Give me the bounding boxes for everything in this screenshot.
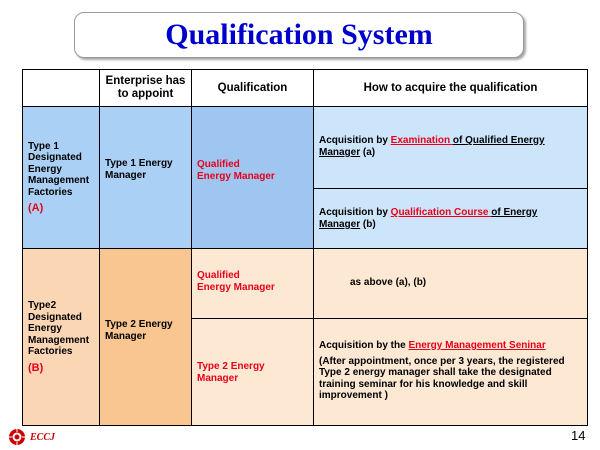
type1-acquisition-course-cell: Acquisition by Qualification Course of Energy Manager (b): [314, 189, 587, 249]
header-cell-empty: [23, 70, 100, 107]
type1-acquisition-exam-cell: Acquisition by Examination of Qualified Energy Manager (a): [314, 107, 587, 189]
qualification-course-highlight: Qualification Course: [390, 207, 492, 218]
type1-qualification-line1: Qualified: [197, 159, 240, 170]
type1-appoint-cell: [100, 107, 192, 249]
page-number: 14: [571, 428, 586, 443]
header-how-to-acquire: How to acquire the qualification: [314, 70, 587, 107]
type1-factory-mark: (A): [28, 202, 44, 214]
type2-qualified-cell: [192, 249, 314, 319]
type2-appoint-cell: [100, 249, 192, 425]
type2-factory-mark: (B): [28, 361, 44, 374]
header-qualification: Qualification: [192, 70, 314, 107]
type1-appoint-label: Type 1 Energy Manager: [105, 158, 173, 181]
type1-qualification-line2: Energy Manager: [197, 170, 275, 182]
slide-title: Qualification System: [165, 18, 433, 51]
title-box: [74, 12, 524, 58]
type2-factory-cell: [23, 249, 100, 425]
type2-acquisition-same-cell: [314, 249, 587, 319]
type2-qualified-line1: Qualified: [197, 270, 240, 281]
type2-manager-label: Type 2 Energy Manager: [197, 361, 265, 384]
eccj-logo-text: ECCJ: [30, 431, 56, 443]
type2-appoint-label: Type 2 Energy Manager: [105, 319, 173, 342]
eccj-logo: [8, 428, 55, 446]
type1-factory-cell: [23, 107, 100, 249]
type1-factory-label: Type 1 Designated Energy Management Factories: [28, 140, 90, 198]
as-above-text: as above (a), (b): [350, 277, 427, 288]
type1-qualification-cell: [192, 107, 314, 249]
header-enterprise-appoint: Enterprise has to appoint: [100, 70, 192, 107]
seminar-note: (After appointment, once per 3 years, the registered Type 2 energy manager shall take the designated training seminar for his knowledge and skill improvement ): [319, 355, 565, 401]
type2-factory-label: Type2 Designated Energy Management Factories: [28, 300, 90, 357]
type2-qualified-line2: Energy Manager: [197, 281, 275, 293]
type2-acquisition-seminar-cell: Acquisition by the Energy Management Seninar (After appointment, once per 3 years, the registered Type 2 energy manager shall take the designated training seminar for his knowledge and skill improvement ): [314, 319, 587, 425]
qualification-table: [22, 69, 588, 426]
examination-highlight: Examination: [390, 135, 453, 146]
eccj-emblem-icon: [8, 428, 26, 446]
seminar-highlight: Energy Management Seninar: [408, 340, 546, 351]
type2-manager-cell: [192, 319, 314, 425]
